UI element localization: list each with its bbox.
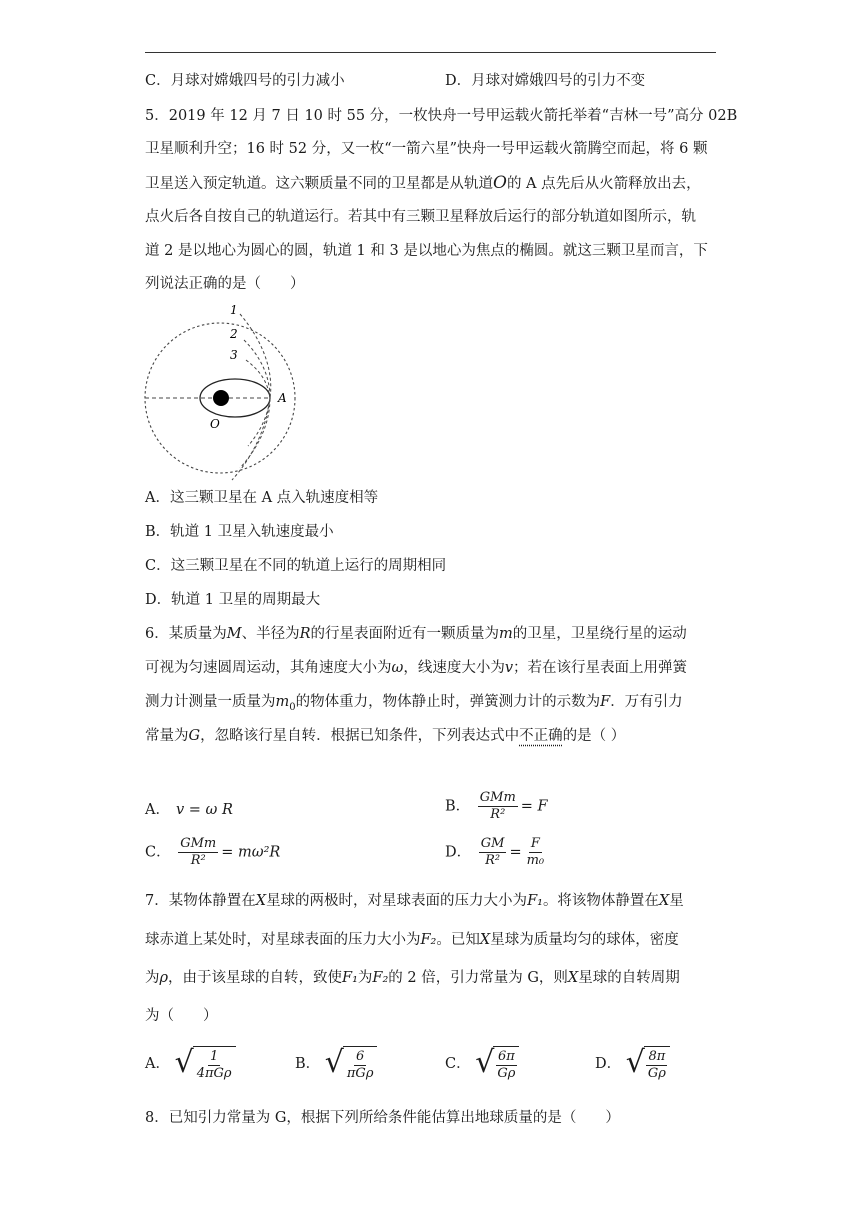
q6-option-b[interactable]: B． $\frac{\text{GMm}}{\text{R²}}$ = F (445, 790, 548, 822)
q5-stem-line-6: 列说法正确的是（ ） (145, 276, 305, 292)
q5-stem-line-4: 点火后各自按自己的轨道运行。若其中有三颗卫星释放后运行的部分轨道如图所示，轨 (145, 209, 696, 225)
q7-option-d[interactable]: D． √ $\frac{8\pi}{G\rho}$ (595, 1046, 670, 1082)
q6-stem-line-2: 可视为匀速圆周运动，其角速度大小为ω，线速度大小为v；若在该行星表面上用弹簧 (145, 660, 688, 676)
orbit-3-arc (246, 360, 270, 446)
q5-stem-line-2: 卫星顺利升空；16 时 52 分，又一枚“一箭六星”快舟一号甲运载火箭腾空而起，将 6 颗 (145, 141, 708, 157)
q6-stem-line-3: 测力计测量一质量为$m_0$的物体重力，物体静止时，弹簧测力计的示数为F．万有引力 (145, 694, 683, 713)
q6-stem-line-1: 6．某质量为M、半径为R的行星表面附近有一颗质量为m的卫星，卫星绕行星的运动 (145, 626, 687, 642)
orbit-1-arc (232, 314, 271, 480)
q6-stem-line-4: 常量为G，忽略该行星自转．根据已知条件，下列表达式中不正确的是（ ） (145, 728, 626, 744)
q7-option-a[interactable]: A． √ $\frac{1}{\text{4πGρ}}$ (145, 1046, 236, 1082)
q5-stem-line-1: 5．2019 年 12 月 7 日 10 时 55 分，一枚快舟一号甲运载火箭托举着“吉林一号”高分 02B (145, 108, 738, 124)
q7-stem-line-1: 7．某物体静置在X星球的两极时，对星球表面的压力大小为F₁。将该物体静置在X星 (145, 893, 684, 909)
q5-option-b[interactable]: B．轨道 1 卫星入轨速度最小 (145, 524, 334, 540)
q7-stem-line-3: 为ρ，由于该星球的自转，致使F₁为F₂的 2 倍，引力常量为 G，则X星球的自转周期 (145, 970, 680, 986)
q5-option-a[interactable]: A．这三颗卫星在 A 点入轨速度相等 (145, 490, 379, 506)
q7-option-b[interactable]: B． √ $\frac{6}{\text{πGρ}}$ (295, 1046, 377, 1082)
orbit-diagram (140, 300, 300, 482)
q8-stem-line-1: 8．已知引力常量为 G，根据下列所给条件能估算出地球质量的是（ ） (145, 1110, 620, 1126)
q5-stem-line-3: 卫星送入预定轨道。这六颗质量不同的卫星都是从轨道O的 A 点先后从火箭释放出去， (145, 173, 701, 193)
q7-stem-line-2: 球赤道上某处时，对星球表面的压力大小为F₂。已知X星球为质量均匀的球体，密度 (145, 932, 679, 948)
q6-option-a[interactable]: A． v = ω R (145, 802, 233, 818)
q6-option-d[interactable]: D． $\frac{GM}{\text{R²}}$ = $\frac{F}{\text{m₀}}$ (445, 836, 545, 868)
q5-option-d[interactable]: D．轨道 1 卫星的周期最大 (145, 592, 321, 608)
label-3: 3 (230, 348, 238, 362)
q5-option-c[interactable]: C．这三颗卫星在不同的轨道上运行的周期相同 (145, 558, 447, 574)
emphasis-not-correct: 不正确 (519, 728, 563, 744)
q7-stem-line-4: 为（ ） (145, 1008, 218, 1024)
label-2: 2 (230, 327, 238, 341)
header-rule (145, 52, 716, 53)
label-1: 1 (230, 303, 238, 317)
q7-option-c[interactable]: C． √ $\frac{6\pi}{G\rho}$ (445, 1046, 519, 1082)
q6-option-c[interactable]: C． $\frac{\text{GMm}}{\text{R²}}$ = mω²R (145, 836, 281, 868)
q4-option-c[interactable]: C．月球对嫦娥四号的引力减小 (145, 73, 345, 89)
q5-stem-line-5: 道 2 是以地心为圆心的圆，轨道 1 和 3 是以地心为焦点的椭圆。就这三颗卫星而言，下 (145, 243, 708, 259)
label-a: A (278, 391, 287, 405)
label-o: O (210, 417, 220, 431)
orbit-2-arc (240, 340, 270, 468)
q4-option-d[interactable]: D．月球对嫦娥四号的引力不变 (445, 73, 646, 89)
earth (213, 390, 229, 406)
